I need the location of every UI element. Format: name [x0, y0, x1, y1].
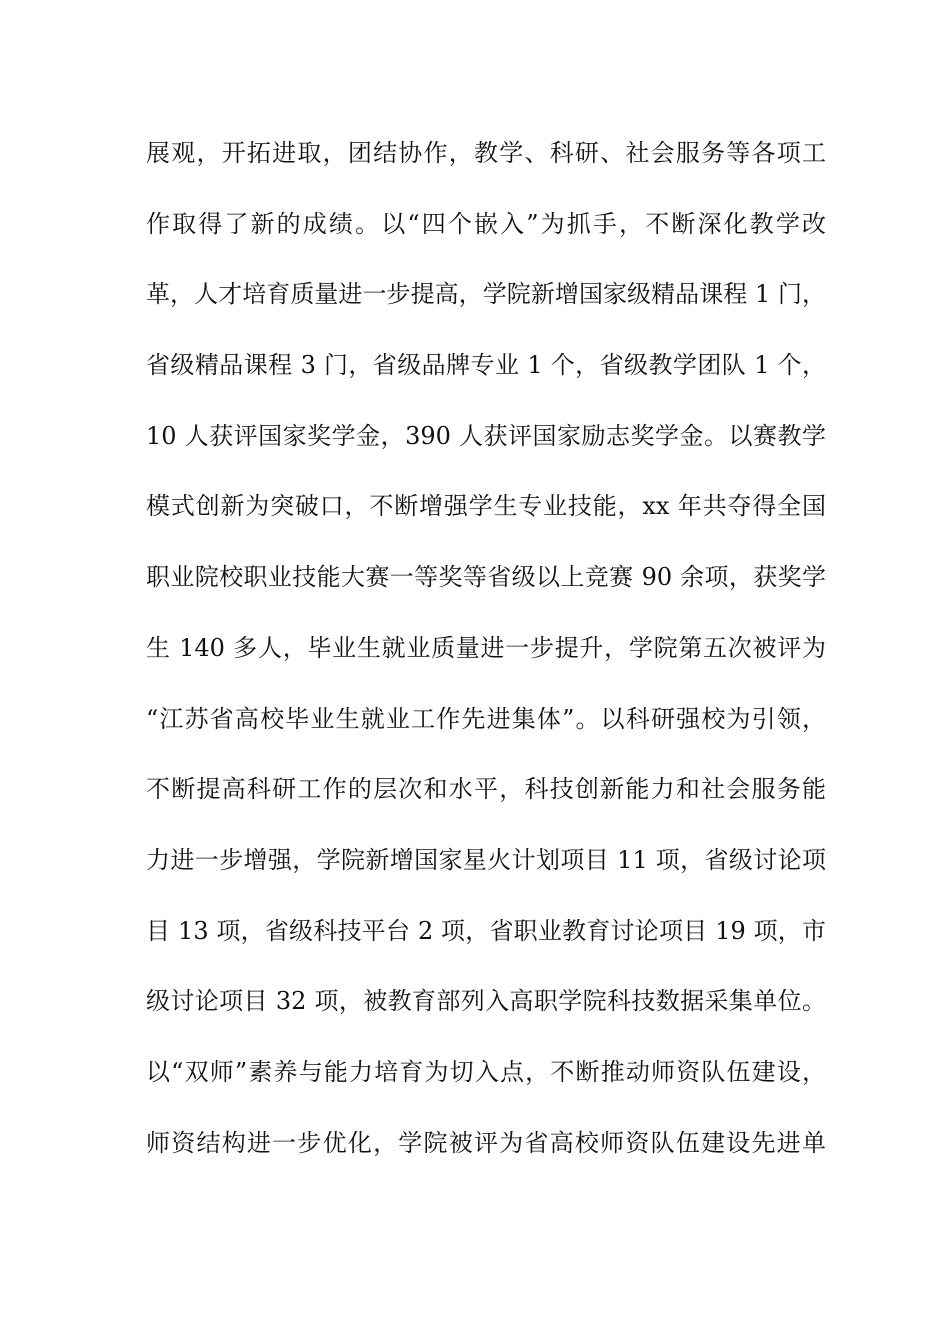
text-line: “江苏省高校毕业生就业工作先进集体”。以科研强校为引领， [146, 704, 826, 733]
body-text [146, 128, 826, 1188]
text-line: 革，人才培育质量进一步提高，学院新增国家级精品课程 1 门， [146, 280, 826, 309]
text-line: 模式创新为突破口，不断增强学生专业技能，xx 年共夺得全国 [146, 492, 826, 521]
text-line: 作取得了新的成绩。以“四个嵌入”为抓手，不断深化教学改 [146, 209, 826, 238]
text-line: 职业院校职业技能大赛一等奖等省级以上竞赛 90 余项，获奖学 [146, 563, 826, 592]
text-line: 展观，开拓进取，团结协作，教学、科研、社会服务等各项工 [146, 139, 826, 167]
text-line: 10 人获评国家奖学金，390 人获评国家励志奖学金。以赛教学 [146, 421, 826, 450]
text-line: 省级精品课程 3 门，省级品牌专业 1 个，省级教学团队 1 个， [146, 351, 826, 380]
text-line: 生 140 多人，毕业生就业质量进一步提升，学院第五次被评为 [146, 633, 826, 662]
text-line: 力进一步增强，学院新增国家星火计划项目 11 项，省级讨论项 [146, 845, 826, 874]
text-line: 师资结构进一步优化，学院被评为省高校师资队伍建设先进单 [146, 1128, 826, 1157]
text-line: 不断提高科研工作的层次和水平，科技创新能力和社会服务能 [146, 775, 826, 804]
text-line: 目 13 项，省级科技平台 2 项，省职业教育讨论项目 19 项，市 [146, 916, 826, 945]
text-line: 级讨论项目 32 项，被教育部列入高职学院科技数据采集单位。 [146, 987, 826, 1016]
text-line: 以“双师”素养与能力培育为切入点，不断推动师资队伍建设， [146, 1057, 826, 1086]
